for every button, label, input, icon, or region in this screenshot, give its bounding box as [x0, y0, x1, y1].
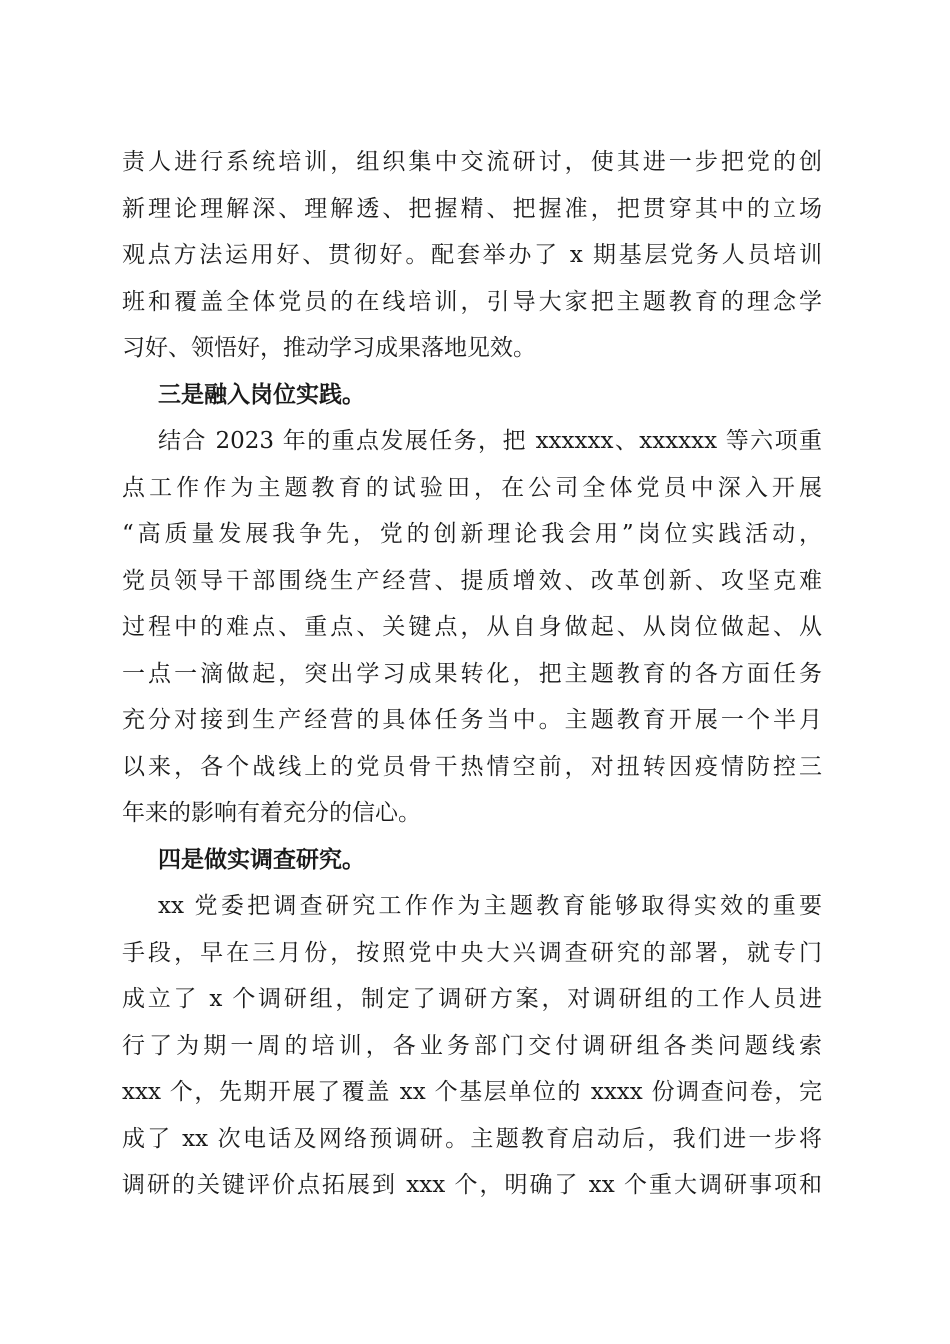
paragraph-3-line-3: 成立了 x 个调研组，制定了调研方案，对调研组的工作人员进 — [122, 986, 822, 1012]
paragraph-3-line-1: xx 党委把调查研究工作作为主题教育能够取得实效的重要 — [158, 893, 822, 919]
paragraph-3-line-4: 行了为期一周的培训，各业务部门交付调研组各类问题线索 — [122, 1033, 822, 1059]
paragraph-2-line-8: 以来，各个战线上的党员骨干热情空前，对扭转因疫情防控三 — [122, 754, 822, 780]
paragraph-2-line-6: 一点一滴做起，突出学习成果转化，把主题教育的各方面任务 — [122, 661, 822, 687]
paragraph-1-line-3: 观点方法运用好、贯彻好。配套举办了 x 期基层党务人员培训 — [122, 242, 822, 268]
paragraph-2-line-5: 过程中的难点、重点、关键点，从自身做起、从岗位做起、从 — [122, 614, 822, 640]
paragraph-2-line-7: 充分对接到生产经营的具体任务当中。主题教育开展一个半月 — [122, 707, 822, 733]
paragraph-2-line-4: 党员领导干部围绕生产经营、提质增效、改革创新、攻坚克难 — [122, 568, 822, 594]
paragraph-3-line-7: 调研的关键评价点拓展到 xxx 个，明确了 xx 个重大调研事项和 — [122, 1172, 822, 1198]
paragraph-1-line-5: 习好、领悟好，推动学习成果落地见效。 — [122, 335, 536, 361]
section-heading-3: 三是融入岗位实践。 — [158, 381, 365, 408]
paragraph-3-line-2: 手段，早在三月份，按照党中央大兴调查研究的部署，就专门 — [122, 940, 822, 966]
paragraph-2-line-3: “高质量发展我争先，党的创新理论我会用”岗位实践活动， — [122, 521, 822, 547]
paragraph-3-line-5: xxx 个，先期开展了覆盖 xx 个基层单位的 xxxx 份调查问卷，完 — [122, 1079, 822, 1105]
paragraph-1-line-2: 新理论理解深、理解透、把握精、把握准，把贯穿其中的立场 — [122, 196, 822, 222]
paragraph-2-line-9: 年来的影响有着充分的信心。 — [122, 800, 421, 826]
paragraph-2-line-1: 结合 2023 年的重点发展任务，把 xxxxxx、xxxxxx 等六项重 — [158, 428, 822, 454]
paragraph-1-line-4: 班和覆盖全体党员的在线培训，引导大家把主题教育的理念学 — [122, 289, 822, 315]
section-heading-4: 四是做实调查研究。 — [158, 846, 365, 873]
paragraph-3-line-6: 成了 xx 次电话及网络预调研。主题教育启动后，我们进一步将 — [122, 1126, 822, 1152]
paragraph-1-line-1: 责人进行系统培训，组织集中交流研讨，使其进一步把党的创 — [122, 149, 822, 175]
paragraph-2-line-2: 点工作作为主题教育的试验田，在公司全体党员中深入开展 — [122, 475, 822, 501]
